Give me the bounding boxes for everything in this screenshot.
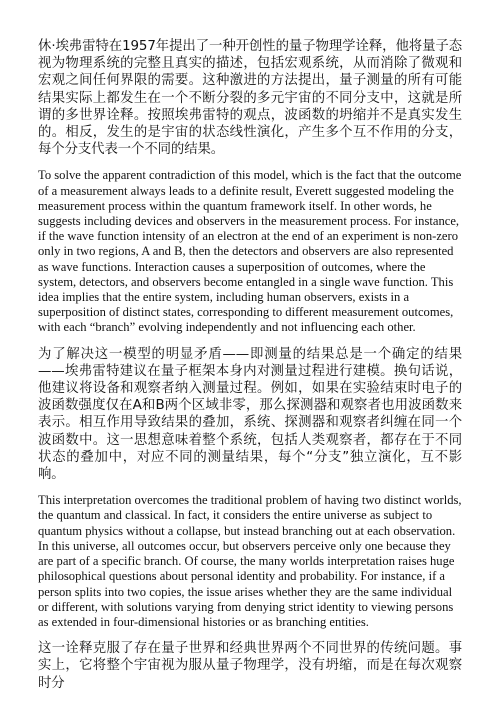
paragraph-english-interpretation: This interpretation overcomes the traditional problem of having two distinct worlds, the quantum and classical. In fact, it considers the entire universe as subject to quantum physics without a collapse, but instead branching out at each observation. In this universe, all outcomes occur, but observers perceive only one because they are part of a specific branch. Of course, the many worlds interpretation raises huge philosophical questions about personal identity and probability. For instance, if a person splits into two copies, the issue arises whether they are the same individual or different, with solutions varying from denying strict identity to viewing persons as extended in four-dimensional histories or as branching entities. — [38, 493, 462, 629]
paragraph-chinese-intro: 休·埃弗雷特在1957年提出了一种开创性的量子物理学诠释，他将量子态视为物理系统的完整且真实的描述，包括宏观系统，从而消除了微观和宏观之间任何界限的需要。这种激进的方法提出，量子测量的所有可能结果实际上都发生在一个不断分裂的多元宇宙的不同分支中，这就是所谓的多世界诠释。按照埃弗雷特的观点，波函数的坍缩并不是真实发生的。相反，发生的是宇宙的状态线性演化，产生多个互不作用的分支，每个分支代表一个不同的结果。 — [38, 39, 462, 158]
paragraph-chinese-measurement: 为了解决这一模型的明显矛盾——即测量的结果总是一个确定的结果——埃弗雷特建议在量子框架本身内对测量过程进行建模。换句话说，他建议将设备和观察者纳入测量过程。例如，如果在实验结束时电子的波函数强度仅在A和B两个区域非零，那么探测器和观察者也用波函数来表示。相互作用导致结果的叠加，系统、探测器和观察者纠缠在同一个波函数中。这一思想意味着整个系统，包括人类观察者，都存在于不同状态的叠加中，对应不同的测量结果，每个“分支”独立演化，互不影响。 — [38, 346, 462, 483]
paragraph-chinese-interpretation: 这一诠释克服了存在量子世界和经典世界两个不同世界的传统问题。事实上，它将整个宇宙视为服从量子物理学，没有坍缩，而是在每次观察时分 — [38, 641, 462, 691]
paragraph-english-measurement: To solve the apparent contradiction of this model, which is the fact that the outcome of a measurement always leads to a definite result, Everett suggested modeling the measurement process within the quantum framework itself. In other words, he suggests including devices and observers in the measurement process. For instance, if the wave function intensity of an electron at the end of an experiment is non-zero only in two regions, A and B, then the detectors and observers are also represented as wave functions. Interaction causes a superposition of outcomes, where the system, detectors, and observers become entangled in a single wave function. This idea implies that the entire system, including human observers, exists in a superposition of distinct states, corresponding to different measurement outcomes, with each “branch” evolving independently and not influencing each other. — [38, 168, 462, 335]
